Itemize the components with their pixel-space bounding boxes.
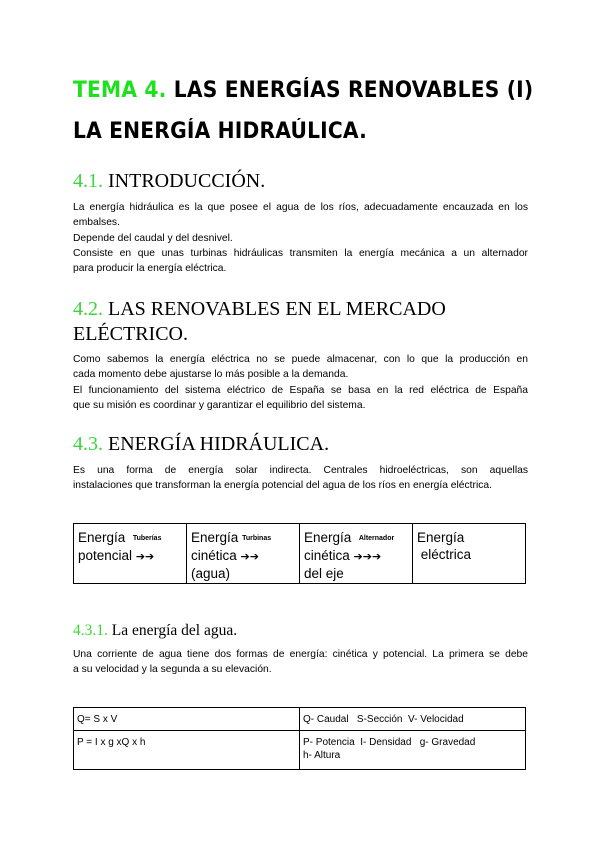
document-title-line1 bbox=[73, 78, 533, 103]
paragraph-line: Es una forma de energía solar indirecta. Centrales hidroeléctricas, son aquellas bbox=[73, 465, 528, 476]
paragraph-renovables bbox=[73, 352, 528, 413]
cell-label: Alternador bbox=[358, 535, 395, 542]
arrow-right-icon: ➔➔ bbox=[135, 550, 155, 563]
section-title: LAS RENOVABLES EN EL MERCADO bbox=[108, 298, 446, 320]
cell-text: Energía bbox=[78, 530, 126, 545]
formula-table bbox=[73, 707, 526, 770]
flow-cell-potencial bbox=[74, 524, 187, 584]
cell-text: cinética bbox=[304, 548, 350, 563]
subsection-number: 4.3.1. bbox=[73, 622, 108, 639]
section-heading-hidraulica bbox=[73, 431, 329, 457]
subsection-title: La energía del agua. bbox=[111, 622, 238, 639]
legend-text: Q- Caudal S-Sección V- Velocidad bbox=[303, 714, 464, 725]
paragraph-energia-agua bbox=[73, 647, 528, 678]
section-heading-renovables-line2: ELÉCTRICO. bbox=[73, 323, 188, 345]
title-prefix: TEMA 4. bbox=[73, 78, 167, 103]
table-row bbox=[74, 708, 526, 731]
formula-cell: P = I x g xQ x h bbox=[74, 731, 300, 770]
cell-text: Energía bbox=[191, 530, 239, 545]
paragraph-line: Como sabemos la energía eléctrica no se puede almacenar, con lo que la producción en bbox=[73, 354, 528, 365]
cell-label: Tuberías bbox=[132, 535, 162, 542]
cell-text: cinética bbox=[191, 548, 237, 563]
flow-cell-cinetica-agua bbox=[187, 524, 300, 584]
cell-text: del eje bbox=[304, 566, 344, 581]
cell-text: Energía bbox=[304, 530, 352, 545]
section-title: INTRODUCCIÓN. bbox=[108, 170, 266, 192]
paragraph-line: cada momento debe ajustarse lo más posible a la demanda. bbox=[73, 369, 349, 381]
paragraph-line: instalaciones que transforman la energía potencial del agua de los ríos en energía eléctrica. bbox=[73, 480, 492, 492]
cell-text: potencial bbox=[78, 548, 133, 563]
cell-text: eléctrica bbox=[417, 547, 472, 562]
paragraph-line: embalses. bbox=[73, 217, 120, 229]
paragraph-line: que su misión es coordinar y garantizar el equilibrio del sistema. bbox=[73, 399, 366, 411]
paragraph-line: Consiste en que unas turbinas hidráulicas transmiten la energía mecánica a un alternador bbox=[73, 247, 528, 259]
legend-cell bbox=[300, 731, 526, 770]
cell-text: Energía bbox=[417, 530, 465, 545]
paragraph-line: La energía hidráulica es la que posee el agua de los ríos, adecuadamente encauzada en los bbox=[73, 202, 528, 213]
flow-cell-cinetica-eje bbox=[300, 524, 413, 584]
legend-text: P- Potencia I- Densidad g- Gravedad bbox=[303, 737, 476, 748]
arrow-right-icon: ➔➔➔ bbox=[353, 550, 382, 563]
legend-cell bbox=[300, 708, 526, 731]
subsection-heading-energia-agua bbox=[73, 622, 237, 640]
paragraph-line: a su velocidad y la segunda a su elevación. bbox=[73, 664, 272, 676]
paragraph-hidraulica bbox=[73, 463, 528, 494]
section-heading-renovables bbox=[73, 296, 446, 322]
section-number: 4.1. bbox=[73, 170, 103, 192]
cell-text: (agua) bbox=[191, 566, 231, 581]
legend-text: h- Altura bbox=[303, 750, 341, 761]
paragraph-line: Una corriente de agua tiene dos formas de energía: cinética y potencial. La primera se debe bbox=[73, 649, 528, 660]
cell-label: Turbinas bbox=[242, 535, 272, 542]
table-row bbox=[74, 524, 526, 584]
paragraph-line: Depende del caudal y del desnivel. bbox=[73, 232, 233, 244]
flow-cell-electrica bbox=[413, 524, 526, 584]
section-number: 4.2. bbox=[73, 298, 103, 320]
paragraph-line: para producir la energía eléctrica. bbox=[73, 263, 227, 275]
title-rest: LAS ENERGÍAS RENOVABLES (I) bbox=[166, 78, 534, 103]
arrow-right-icon: ➔➔ bbox=[240, 550, 259, 563]
formula-cell: Q= S x V bbox=[74, 708, 300, 731]
document-title-line2: LA ENERGÍA HIDRAÚLICA. bbox=[73, 119, 368, 144]
section-number: 4.3. bbox=[73, 433, 103, 455]
energy-flow-table bbox=[73, 523, 526, 584]
section-heading-introduccion bbox=[73, 168, 265, 194]
table-row bbox=[74, 731, 526, 770]
paragraph-line: El funcionamiento del sistema eléctrico de España se basa en la red eléctrica de España bbox=[73, 384, 528, 396]
paragraph-introduccion bbox=[73, 200, 528, 276]
section-title: ENERGÍA HIDRÁULICA. bbox=[108, 433, 330, 455]
